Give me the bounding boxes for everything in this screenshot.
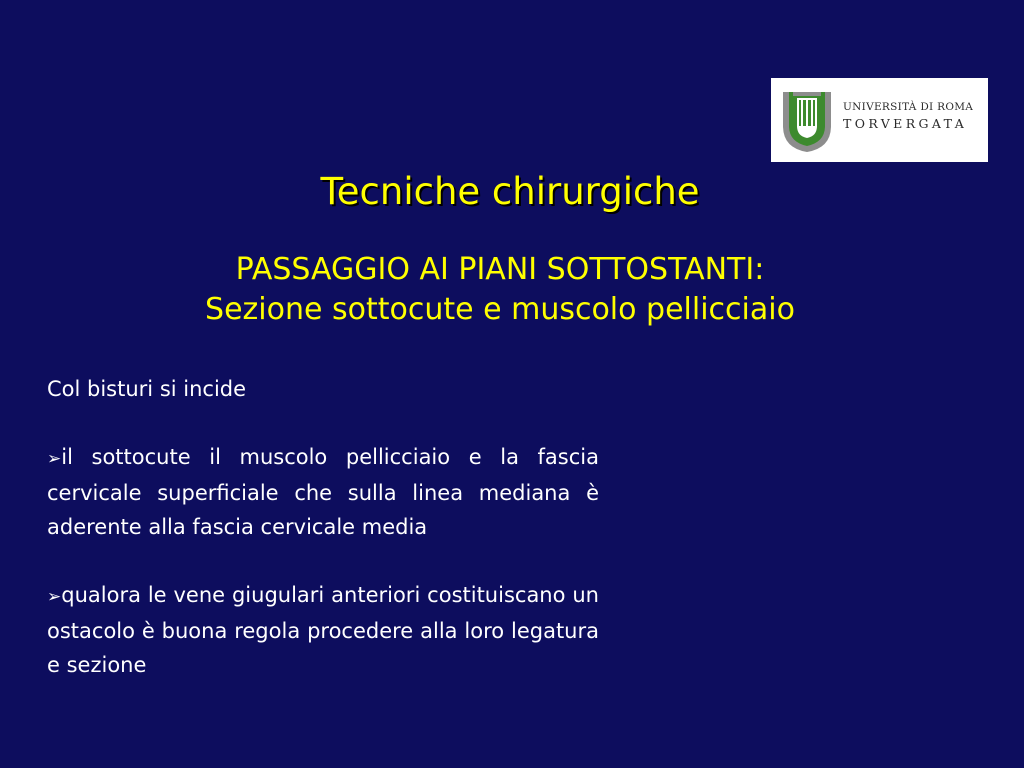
tor-vergata-emblem-icon [777, 86, 837, 154]
bullet-item [47, 440, 599, 544]
logo-text [843, 102, 973, 130]
bullet-item [47, 578, 599, 682]
logo-university-name: UNIVERSITÀ DI ROMA [843, 101, 974, 113]
subtitle-line-1: PASSAGGIO AI PIANI SOTTOSTANTI: [235, 252, 765, 287]
slide-title: Tecniche chirurgiche [320, 170, 700, 213]
slide-subtitle [0, 250, 1000, 330]
logo-campus-name: TORVERGATA [843, 115, 968, 131]
arrow-bullet-icon: ➢ [47, 587, 62, 607]
university-logo [771, 78, 988, 162]
intro-text: Col bisturi si incide [47, 377, 247, 401]
arrow-bullet-icon: ➢ [47, 449, 62, 469]
subtitle-line-2: Sezione sottocute e muscolo pellicciaio [205, 292, 795, 327]
slide-body [47, 372, 599, 682]
bullet-text: il sottocute il muscolo pellicciaio e la fascia cervicale superficiale che sulla linea mediana è aderente alla fascia cervicale media [47, 445, 599, 539]
bullet-text: qualora le vene giugulari anteriori costituiscano un ostacolo è buona regola procedere alla loro legatura e sezione [47, 583, 599, 677]
